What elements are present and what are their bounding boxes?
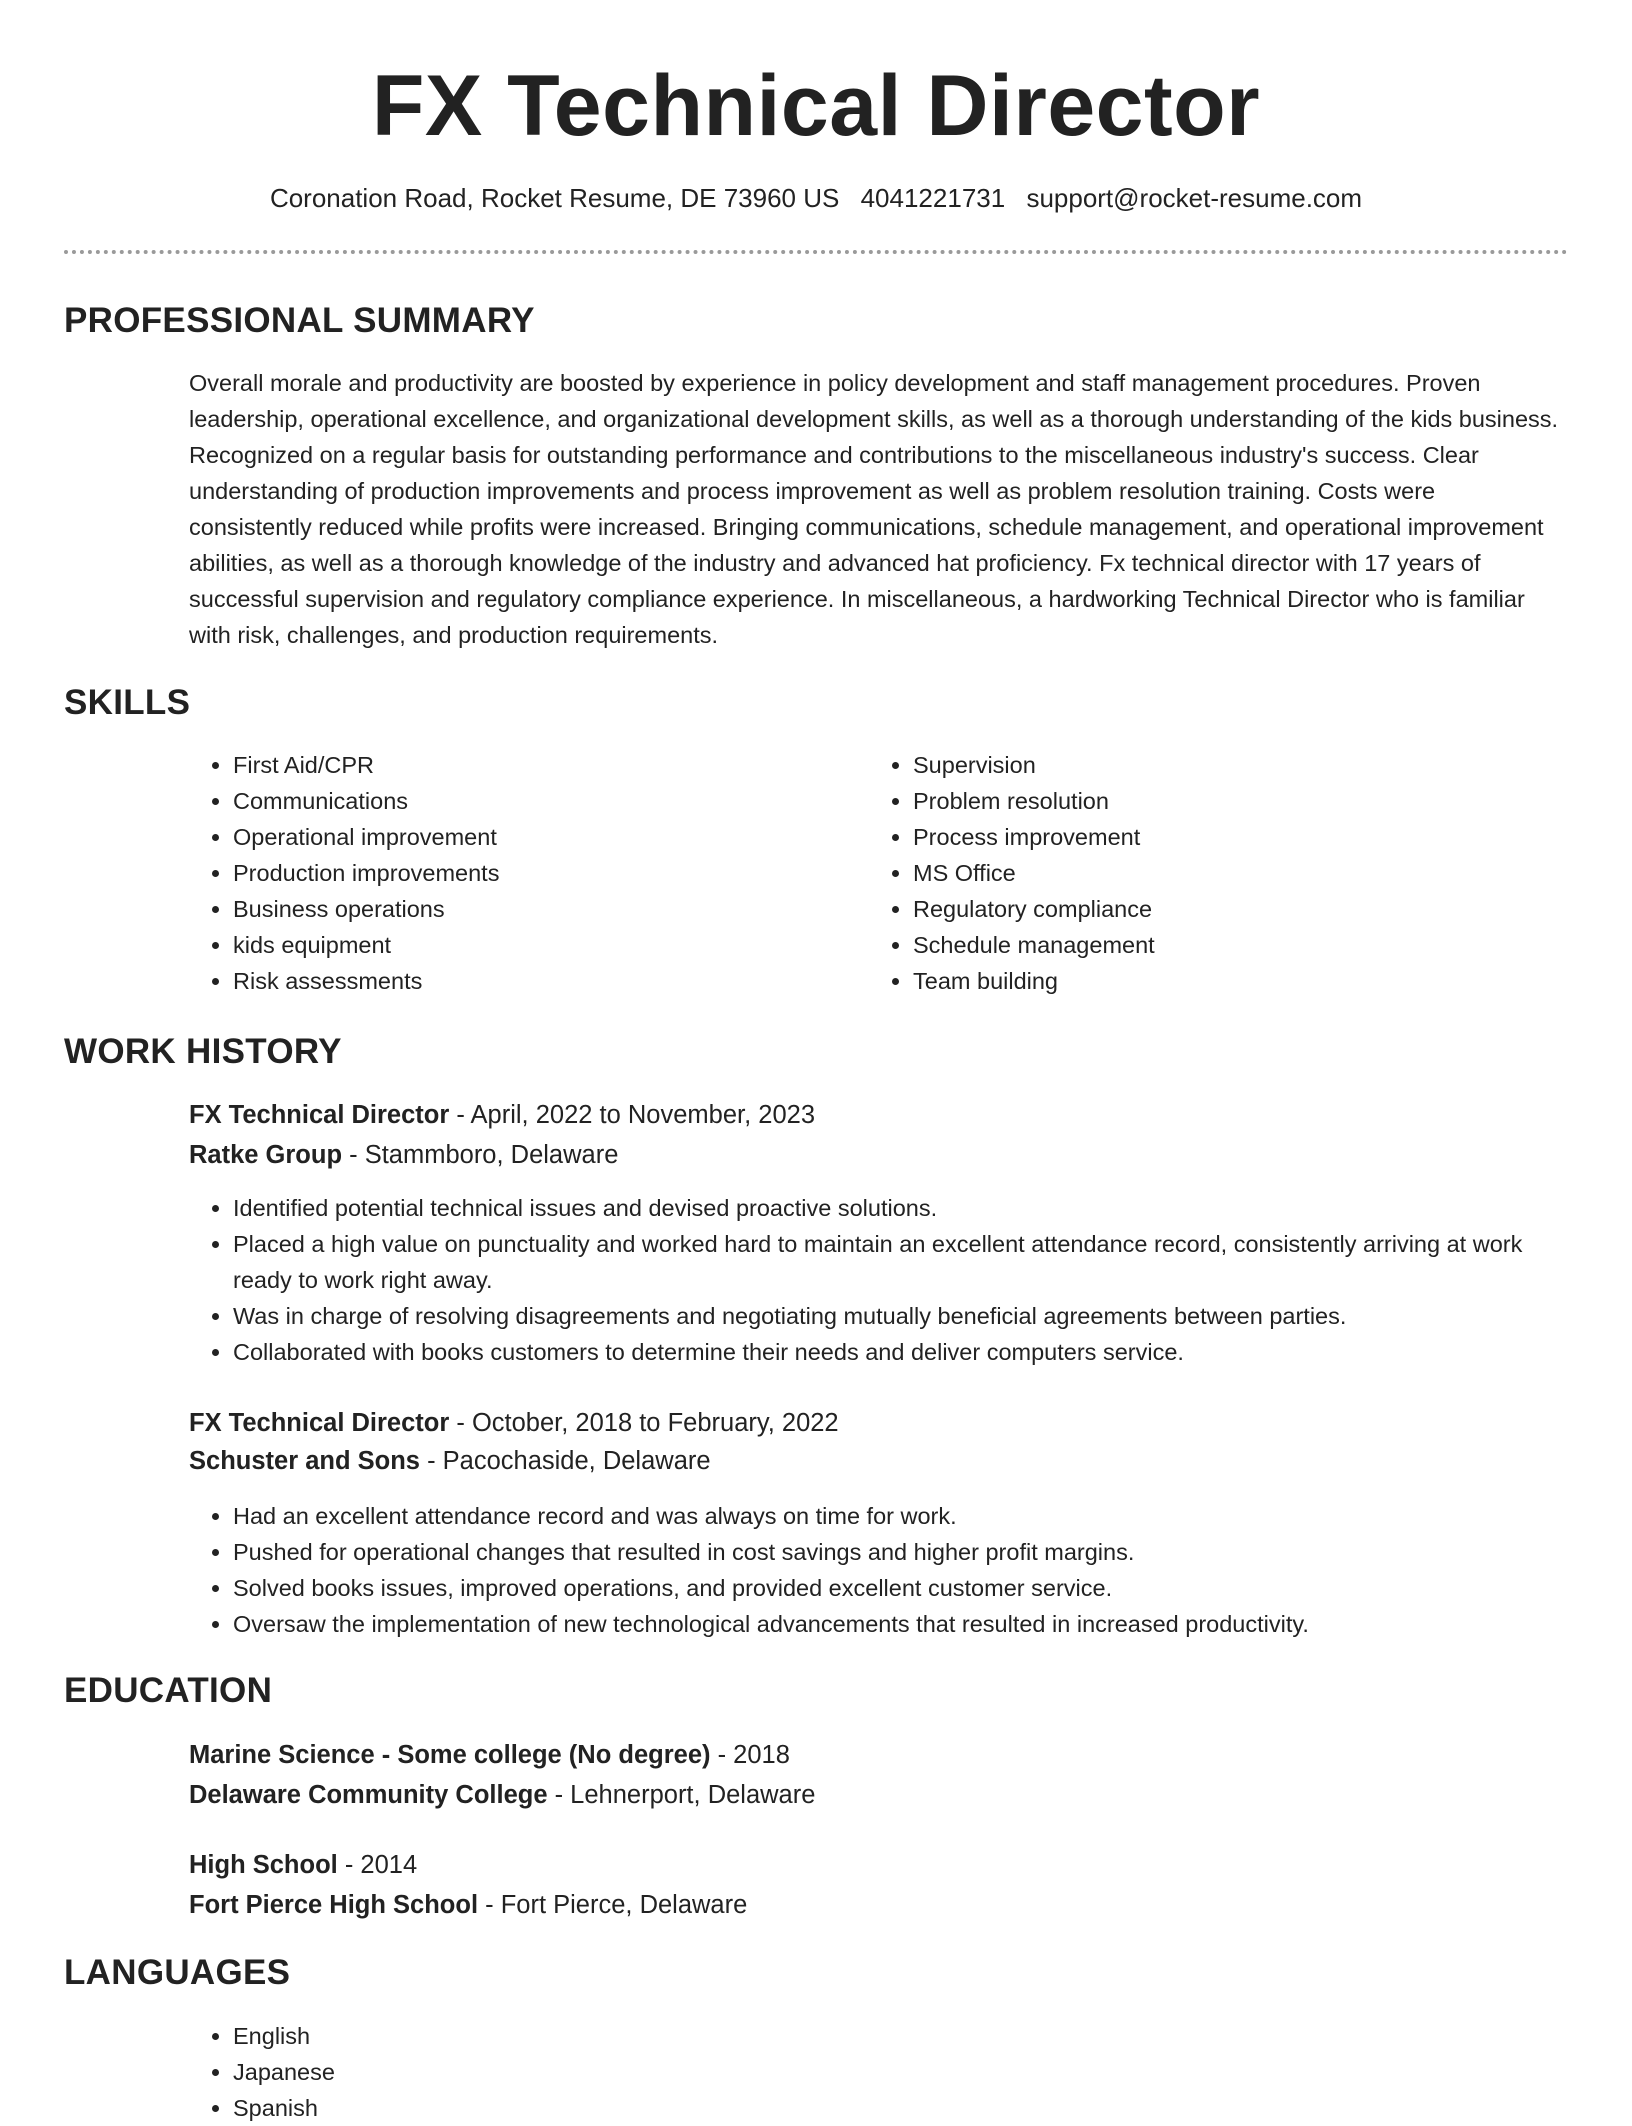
skill-item: • kids equipment [233,927,749,963]
skills-column-right [869,747,1429,999]
job-bullet: • Identified potential technical issues and devised proactive solutions. [233,1190,1560,1226]
summary-text: Overall morale and productivity are boosted by experience in policy development and staff management procedures. Proven leadership, operational excellence, and organizational development skills, as well as a thorough understanding of the kids business. Recognized on a regular basis for outstanding performance and contributions to the miscellaneous industry's success. Clear understanding of production improvements and process improvement as well as problem resolution training. Costs were consistently reduced while profits were increased. Bringing communications, schedule management, and operational improvement abilities, as well as a thorough knowledge of the industry and advanced hat proficiency. Fx technical director with 17 years of successful supervision and regulatory compliance experience. In miscellaneous, a hardworking Technical Director who is familiar with risk, challenges, and production requirements. [189,370,1559,648]
skill-item: • First Aid/CPR [233,747,749,783]
education-school: Delaware Community College [189,1781,548,1809]
education-school-line [189,1780,1560,1810]
contact-address: Coronation Road, Rocket Resume, DE 73960 US [269,183,840,213]
job-bullet: • Had an excellent attendance record and was always on time for work. [233,1498,1560,1534]
job-title: FX Technical Director [189,1409,450,1437]
skill-item: • Schedule management [913,927,1429,963]
skill-item: • Production improvements [233,855,749,891]
skills-list-right [869,747,1429,999]
contact-email: support@rocket-resume.com [1026,183,1363,213]
job-company: Schuster and Sons [189,1447,420,1475]
skill-item: • Team building [913,963,1429,999]
section-title-summary: PROFESSIONAL SUMMARY [64,301,535,340]
language-item: • Japanese [233,2054,1560,2090]
skill-item: • MS Office [913,855,1429,891]
languages-list [189,2018,1560,2126]
job-location: - Pacochaside, Delaware [419,1447,711,1475]
skill-item: • Operational improvement [233,819,749,855]
contact-phone: 4041221731 [860,183,1006,213]
job-bullet: • Placed a high value on punctuality and worked hard to maintain an excellent attendance record, consistently arriving at work ready to work right away. [233,1226,1560,1298]
job-bullet: • Collaborated with books customers to determine their needs and deliver computers service. [233,1334,1560,1370]
job-dates: - April, 2022 to November, 2023 [449,1101,815,1129]
skill-item: • Process improvement [913,819,1429,855]
job-dates: - October, 2018 to February, 2022 [449,1409,839,1437]
education-location: - Fort Pierce, Delaware [478,1891,748,1919]
section-title-languages: LANGUAGES [64,1953,291,1992]
section-title-work: WORK HISTORY [64,1032,342,1071]
skill-item: • Communications [233,783,749,819]
job-title: FX Technical Director [189,1101,450,1129]
skill-item: • Supervision [913,747,1429,783]
job-bullet: • Was in charge of resolving disagreements and negotiating mutually beneficial agreements between parties. [233,1298,1560,1334]
job-location: - Stammboro, Delaware [342,1141,619,1169]
language-item: • English [233,2018,1560,2054]
languages-block [189,2018,1560,2126]
job-entry [189,1100,1560,1370]
skill-item: • Business operations [233,891,749,927]
education-location: - Lehnerport, Delaware [547,1781,816,1809]
job-title-line [189,1100,1560,1130]
job-title-line [189,1408,1560,1438]
skills-column-left [189,747,749,999]
education-degree-line [189,1850,1560,1880]
header-divider [64,250,1568,254]
job-company-line [189,1446,1560,1476]
job-company-line [189,1140,1560,1170]
job-bullets [189,1498,1560,1642]
job-bullet: • Solved books issues, improved operations, and provided excellent customer service. [233,1570,1560,1606]
contact-line [0,183,1632,213]
job-bullet: • Oversaw the implementation of new technological advancements that resulted in increased productivity. [233,1606,1560,1642]
education-degree-line [189,1740,1560,1770]
job-entry [189,1408,1560,1642]
skill-item: • Regulatory compliance [913,891,1429,927]
job-company: Ratke Group [189,1141,343,1169]
education-year: - 2018 [710,1741,790,1769]
section-title-skills: SKILLS [64,683,191,722]
education-entry [189,1850,1560,1920]
section-title-education: EDUCATION [64,1671,273,1710]
education-entry [189,1740,1560,1810]
education-school: Fort Pierce High School [189,1891,479,1919]
skill-item: • Risk assessments [233,963,749,999]
resume-name: FX Technical Director [371,58,1261,154]
education-year: - 2014 [337,1851,418,1879]
education-school-line [189,1890,1560,1920]
language-item: • Spanish [233,2090,1560,2126]
skill-item: • Problem resolution [913,783,1429,819]
job-bullets [189,1190,1560,1370]
skills-list-left [189,747,749,999]
education-degree: Marine Science - Some college (No degree) [189,1741,711,1769]
education-degree: High School [189,1851,338,1879]
job-bullet: • Pushed for operational changes that resulted in cost savings and higher profit margins. [233,1534,1560,1570]
